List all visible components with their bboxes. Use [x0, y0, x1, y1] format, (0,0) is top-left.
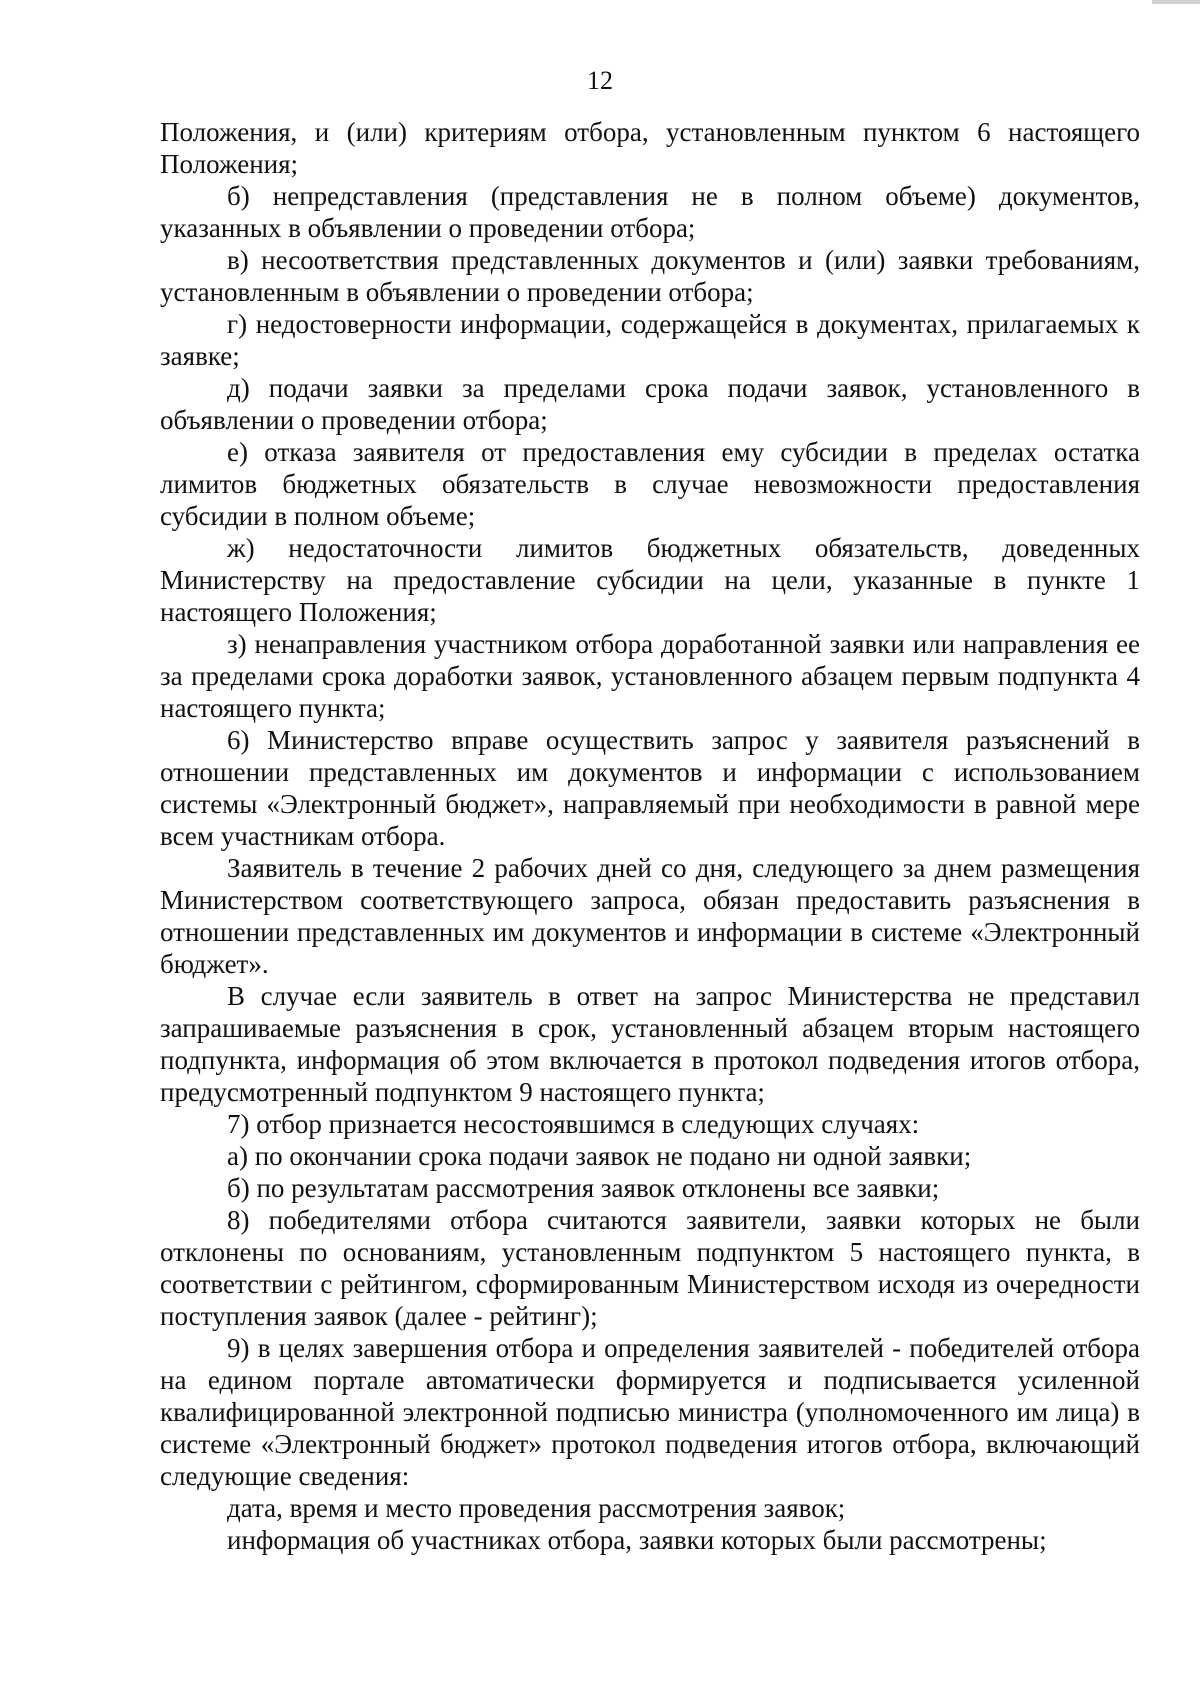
list-item-d: д) подачи заявки за пределами срока подачи заявок, установленного в объявлении о проведении отбора; — [160, 373, 1140, 435]
subclause-9: 9) в целях завершения отбора и определения заявителей - победителей отбора на едином портале автоматически формируется и подписывается усиленной квалифицированной электронной подписью министра (уполномоченного им лица) в системе «Электронный бюджет» протокол подведения итогов отбора, включающий следующие сведения: — [160, 1333, 1140, 1491]
list-item-z: з) ненаправления участником отбора доработанной заявки или направления ее за пределами срока доработки заявок, установленного абзацем первым подпункта 4 настоящего пункта; — [160, 629, 1140, 723]
paragraph-applicant-clarification: Заявитель в течение 2 рабочих дней со дня, следующего за днем размещения Министерством соответствующего запроса, обязан предоставить разъяснения в отношении представленных им документов и информации в системе «Электронный бюджет». — [160, 853, 1140, 979]
list-item-g: г) недостоверности информации, содержащейся в документах, прилагаемых к заявке; — [160, 309, 1140, 371]
subclause-6: 6) Министерство вправе осуществить запрос у заявителя разъяснений в отношении представленных им документов и информации с использованием системы «Электронный бюджет», направляемый при необходимости в равной мере всем участникам отбора. — [160, 725, 1140, 851]
page-number: 12 — [587, 66, 613, 95]
document-body — [160, 116, 1140, 1556]
subclause-8: 8) победителями отбора считаются заявители, заявки которых не были отклонены по основаниям, установленным подпунктом 5 настоящего пункта, в соответствии с рейтингом, сформированным Министерством исходя из очередности поступления заявок (далее - рейтинг); — [160, 1205, 1140, 1331]
list-item-e: е) отказа заявителя от предоставления ему субсидии в пределах остатка лимитов бюджетных обязательств в случае невозможности предоставления субсидии в полном объеме; — [160, 437, 1140, 531]
list-item-b: б) непредставления (представления не в полном объеме) документов, указанных в объявлении о проведении отбора; — [160, 181, 1140, 243]
protocol-item-participants: информация об участниках отбора, заявки которых были рассмотрены; — [227, 1525, 1047, 1555]
list-item-b-2: б) по результатам рассмотрения заявок отклонены все заявки; — [227, 1173, 940, 1203]
list-item-v: в) несоответствия представленных документов и (или) заявки требованиям, установленным в объявлении о проведении отбора; — [160, 245, 1140, 307]
scan-corner-mark — [1152, 0, 1200, 4]
paragraph-no-clarification: В случае если заявитель в ответ на запрос Министерства не представил запрашиваемые разъяснения в срок, установленный абзацем вторым настоящего подпункта, информация об этом включается в протокол подведения итогов отбора, предусмотренный подпунктом 9 настоящего пункта; — [160, 981, 1140, 1107]
list-item-a: а) по окончании срока подачи заявок не подано ни одной заявки; — [227, 1141, 972, 1171]
subclause-7: 7) отбор признается несостоявшимся в следующих случаях: — [227, 1109, 920, 1139]
list-item-zh: ж) недостаточности лимитов бюджетных обязательств, доведенных Министерству на предоставление субсидии на цели, указанные в пункте 1 настоящего Положения; — [160, 533, 1140, 627]
paragraph-continuation: Положения, и (или) критериям отбора, установленным пунктом 6 настоящего Положения; — [160, 117, 1140, 179]
protocol-item-date: дата, время и место проведения рассмотрения заявок; — [227, 1493, 846, 1523]
